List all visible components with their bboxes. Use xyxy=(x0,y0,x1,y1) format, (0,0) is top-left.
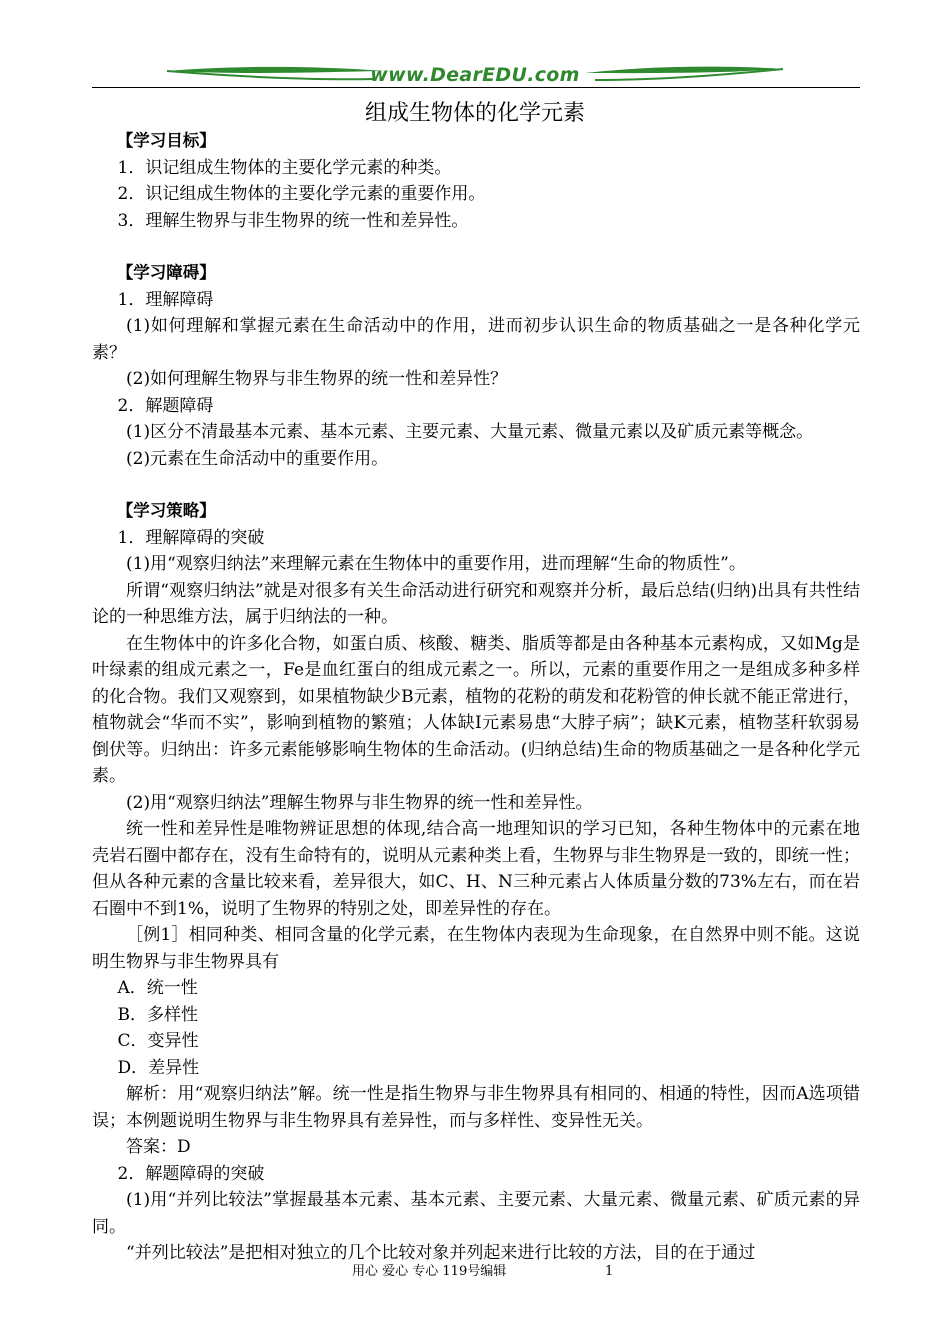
goal-item: 1．识记组成生物体的主要化学元素的种类。 xyxy=(117,157,452,178)
paragraph: 2．解题障碍的突破 xyxy=(117,1163,265,1184)
footer-text: 用心 爱心 专心 119号编辑 xyxy=(352,1264,507,1279)
paragraph: 2．解题障碍 xyxy=(117,395,214,416)
page-title: 组成生物体的化学元素 xyxy=(364,101,585,126)
example-question: ［例1］相同种类、相同含量的化学元素，在生物体内表现为生命现象，在自然界中则不能。这说明生物界与非生物界具有 xyxy=(92,925,860,972)
section-heading-obstacles: 【学习障碍】 xyxy=(116,263,216,282)
site-url[interactable]: www.DearEDU.com xyxy=(370,64,580,86)
page-footer xyxy=(0,1262,950,1282)
section-heading-goals: 【学习目标】 xyxy=(116,131,216,150)
paragraph: (2)元素在生命活动中的重要作用。 xyxy=(126,448,389,469)
option-item: A．统一性 xyxy=(117,978,198,998)
paragraph: (2)用“观察归纳法”理解生物界与非生物界的统一性和差异性。 xyxy=(126,792,593,813)
analysis: 解析：用“观察归纳法”解。统一性是指生物界与非生物界具有相同的、相通的特性，因而A选项错误；本例题说明生物界与非生物界具有差异性，而与多样性、变异性无关。 xyxy=(92,1084,860,1131)
paragraph: (1)用“观察归纳法”来理解元素在生物体中的重要作用，进而理解“生命的物质性”。 xyxy=(126,554,746,574)
paragraph: 所谓“观察归纳法”就是对很多有关生命活动进行研究和观察并分析，最后总结(归纳)出具有共性结论的一种思维方法，属于归纳法的一种。 xyxy=(92,580,860,627)
option-item: D．差异性 xyxy=(117,1057,200,1078)
page-number: 1 xyxy=(605,1264,614,1279)
paragraph: 统一性和差异性是唯物辨证思想的体现,结合高一地理知识的学习已知，各种生物体中的元素在地壳岩石圈中都存在，没有生命特有的，说明从元素种类上看，生物界与非生物界是一致的，即统一性；但从各种元素的含量比较来看，差异很大，如C、H、N三种元素占人体质量分数的73%左右，而在岩石圈中不到1%，说明了生物界的特别之处，即差异性的存在。 xyxy=(92,819,860,919)
paragraph: (1)如何理解和掌握元素在生命活动中的作用，进而初步认识生命的物质基础之一是各种化学元素？ xyxy=(92,316,860,363)
goal-item: 2．识记组成生物体的主要化学元素的重要作用。 xyxy=(117,184,486,204)
goal-item: 3．理解生物界与非生物界的统一性和差异性。 xyxy=(117,210,469,231)
option-item: C．变异性 xyxy=(117,1031,199,1051)
paragraph: 1．理解障碍的突破 xyxy=(117,527,265,548)
paragraph: “并列比较法”是把相对独立的几个比较对象并列起来进行比较的方法，目的在于通过 xyxy=(126,1243,756,1263)
option-item: B．多样性 xyxy=(117,1004,198,1025)
paragraph: 1．理解障碍 xyxy=(117,289,214,310)
paragraph: (2)如何理解生物界与非生物界的统一性和差异性？ xyxy=(126,369,508,389)
paragraph: (1)用“并列比较法”掌握最基本元素、基本元素、主要元素、大量元素、微量元素、矿质元素的异同。 xyxy=(92,1190,860,1237)
answer: 答案：D xyxy=(126,1137,191,1157)
section-heading-strategy: 【学习策略】 xyxy=(116,501,216,520)
paragraph: (1)区分不清最基本元素、基本元素、主要元素、大量元素、微量元素以及矿质元素等概念。 xyxy=(126,422,814,442)
paragraph: 在生物体中的许多化合物，如蛋白质、核酸、糖类、脂质等都是由各种基本元素构成，又如Mg是叶绿素的组成元素之一，Fe是血红蛋白的组成元素之一。所以，元素的重要作用之一是组成多种多样的化合物。我们又观察到，如果植物缺少B元素，植物的花粉的萌发和花粉管的伸长就不能正常进行，植物就会“华而不实”，影响到植物的繁殖；人体缺I元素易患“大脖子病”；缺K元素，植物茎秆软弱易倒伏等。归纳出：许多元素能够影响生物体的生命活动。(归纳总结)生命的物质基础之一是各种化学元素。 xyxy=(92,633,860,786)
header-rule xyxy=(92,87,860,88)
document-body xyxy=(92,128,860,1267)
